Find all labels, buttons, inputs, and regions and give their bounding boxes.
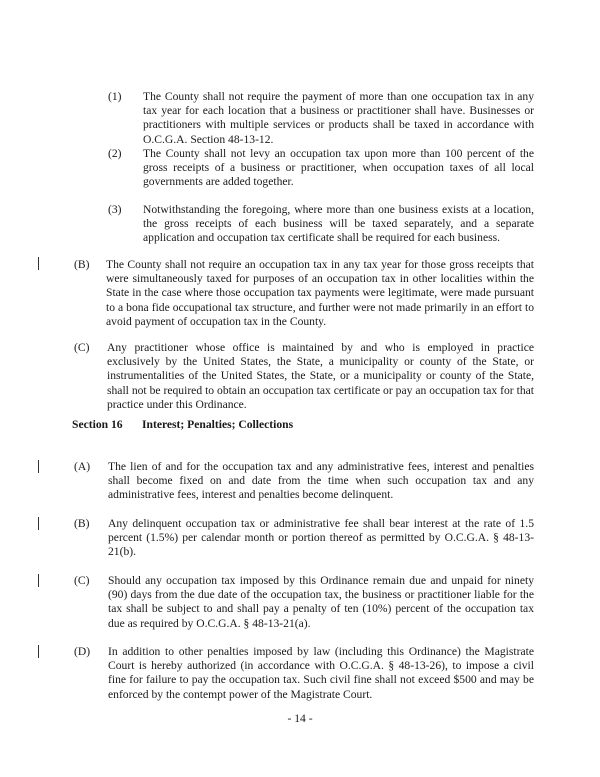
item-label: (B) <box>74 258 90 271</box>
item-text: The lien of and for the occupation tax and any administrative fees, interest and penalties shall become fixed on and date from the time when such occupation tax and any administrative fees, interest and penalties become delinquent. <box>108 460 534 502</box>
item-label: (B) <box>74 517 90 530</box>
item-text: The County shall not require the payment of more than one occupation tax in any tax year for each location that a business or practitioner shall have. Businesses or practitioners with multiple services or products shall be taxed in accordance with O.C.G.A. Section 48-13-12. <box>143 90 534 146</box>
item-text: The County shall not require an occupation tax in any tax year for those gross receipts that were simultaneously taxed for purposes of an occupation tax in other localities within the State in the case where those occupation tax payments were legitimate, were made pursuant to a bona fide occupational tax structure, and further were not made primarily in an effort to avoid payment of occupation tax in the County. <box>106 258 534 328</box>
change-bar <box>38 574 39 587</box>
change-bar <box>38 645 39 658</box>
item-text: Notwithstanding the foregoing, where more than one business exists at a location, the gross receipts of each business will be taxed separately, and a separate application and occupation tax certificate shall be required for each business. <box>143 203 534 245</box>
item-label: (C) <box>74 341 90 354</box>
item-text: The County shall not levy an occupation tax upon more than 100 percent of the gross receipts of a business or practitioner, when occupation taxes of all local governments are added together. <box>143 147 534 189</box>
item-label: (1) <box>108 90 122 103</box>
section-title: Interest; Penalties; Collections <box>142 418 294 431</box>
page-number: - 14 - <box>287 712 313 725</box>
item-label: (A) <box>74 460 91 473</box>
item-text: In addition to other penalties imposed by law (including this Ordinance) the Magistrate Court is hereby authorized (in accordance with O.C.G.A. § 48-13-26), to impose a civil fine for failure to pay the occupation tax. Such civil fine shall not exceed $500 and may be enforced by the contempt power of the Magistrate Court. <box>108 645 534 701</box>
item-label: (3) <box>108 203 122 216</box>
item-label: (2) <box>108 147 122 160</box>
change-bar <box>38 460 39 473</box>
change-bar <box>38 257 39 270</box>
item-label: (C) <box>74 574 90 587</box>
item-label: (D) <box>74 645 91 658</box>
item-text: Should any occupation tax imposed by this Ordinance remain due and unpaid for ninety (90) days from the due date of the occupation tax, the business or practitioner liable for the tax shall be subject to and shall pay a penalty of ten (10%) percent of the occupation tax due as required by O.C.G.A. § 48-13-21(a). <box>108 574 534 630</box>
item-text: Any delinquent occupation tax or administrative fee shall bear interest at the rate of 1.5 percent (1.5%) per calendar month or portion thereof as permitted by O.C.G.A. § 48-13-21(b). <box>108 517 534 559</box>
change-bar <box>38 517 39 530</box>
item-text: Any practitioner whose office is maintained by and who is employed in practice exclusively by the United States, the State, a municipality or county of the State, or instrumentalities of the United States, the State, or a municipality or county of the State, shall not be required to obtain an occupation tax certificate or pay an occupation tax for that practice under this Ordinance. <box>107 341 534 411</box>
section-number: Section 16 <box>72 418 123 431</box>
